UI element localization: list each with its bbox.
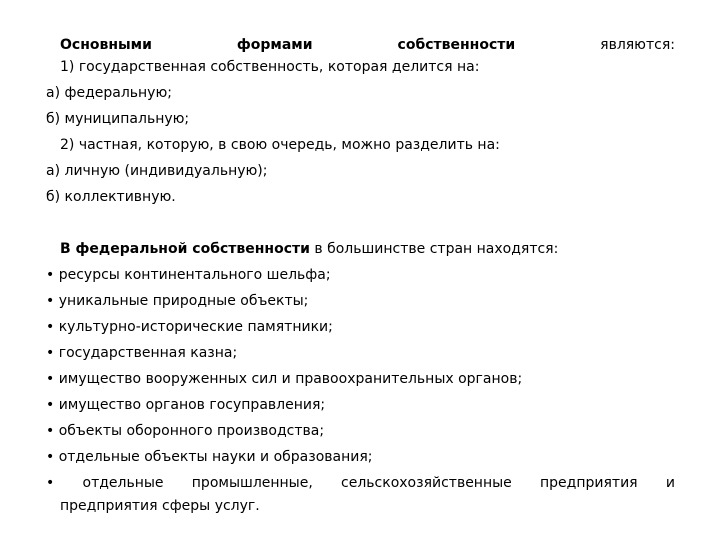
bullet-item: • отдельные объекты науки и образования; xyxy=(46,449,373,465)
bullet-word: предприятия xyxy=(540,475,638,491)
item-1: 1) государственная собственность, которая делится на: xyxy=(60,59,480,75)
bullet-item: • ресурсы континентального шельфа; xyxy=(46,267,331,283)
intro-word-1: Основными xyxy=(60,37,152,53)
bullet-last-line-1 xyxy=(46,474,675,492)
item-1a: а) федеральную; xyxy=(46,85,172,101)
item-2b: б) коллективную. xyxy=(46,189,176,205)
bullet-item: • государственная казна; xyxy=(46,345,238,361)
intro-word-2: формами xyxy=(236,37,313,53)
bullet-word: промышленные, xyxy=(191,475,313,491)
bullet-item: • имущество органов госуправления; xyxy=(46,397,326,413)
bullet-item: • уникальные природные объекты; xyxy=(46,293,309,309)
bullet-word: • xyxy=(46,475,55,491)
bullet-item-last xyxy=(46,474,675,515)
intro-heading xyxy=(60,36,675,54)
bullet-word: и xyxy=(665,475,675,491)
bullet-word: сельскохозяйственные xyxy=(341,475,512,491)
bullet-item: • имущество вооруженных сил и правоохранительных органов; xyxy=(46,371,523,387)
federal-heading xyxy=(60,240,558,258)
federal-heading-bold: В федеральной собственности xyxy=(60,241,310,257)
intro-word-3: собственности xyxy=(397,37,516,53)
federal-heading-rest: в большинстве стран находятся: xyxy=(309,241,559,257)
bullet-last-line-2: предприятия сферы услуг. xyxy=(60,498,260,514)
item-2a: а) личную (индивидуальную); xyxy=(46,163,268,179)
item-1b: б) муниципальную; xyxy=(46,111,190,127)
item-2: 2) частная, которую, в свою очередь, можно разделить на: xyxy=(60,137,500,153)
bullet-item: • культурно-исторические памятники; xyxy=(46,319,333,335)
bullet-word: отдельные xyxy=(82,475,164,491)
bullet-item: • объекты оборонного производства; xyxy=(46,423,325,439)
intro-word-4: являются: xyxy=(600,37,675,53)
